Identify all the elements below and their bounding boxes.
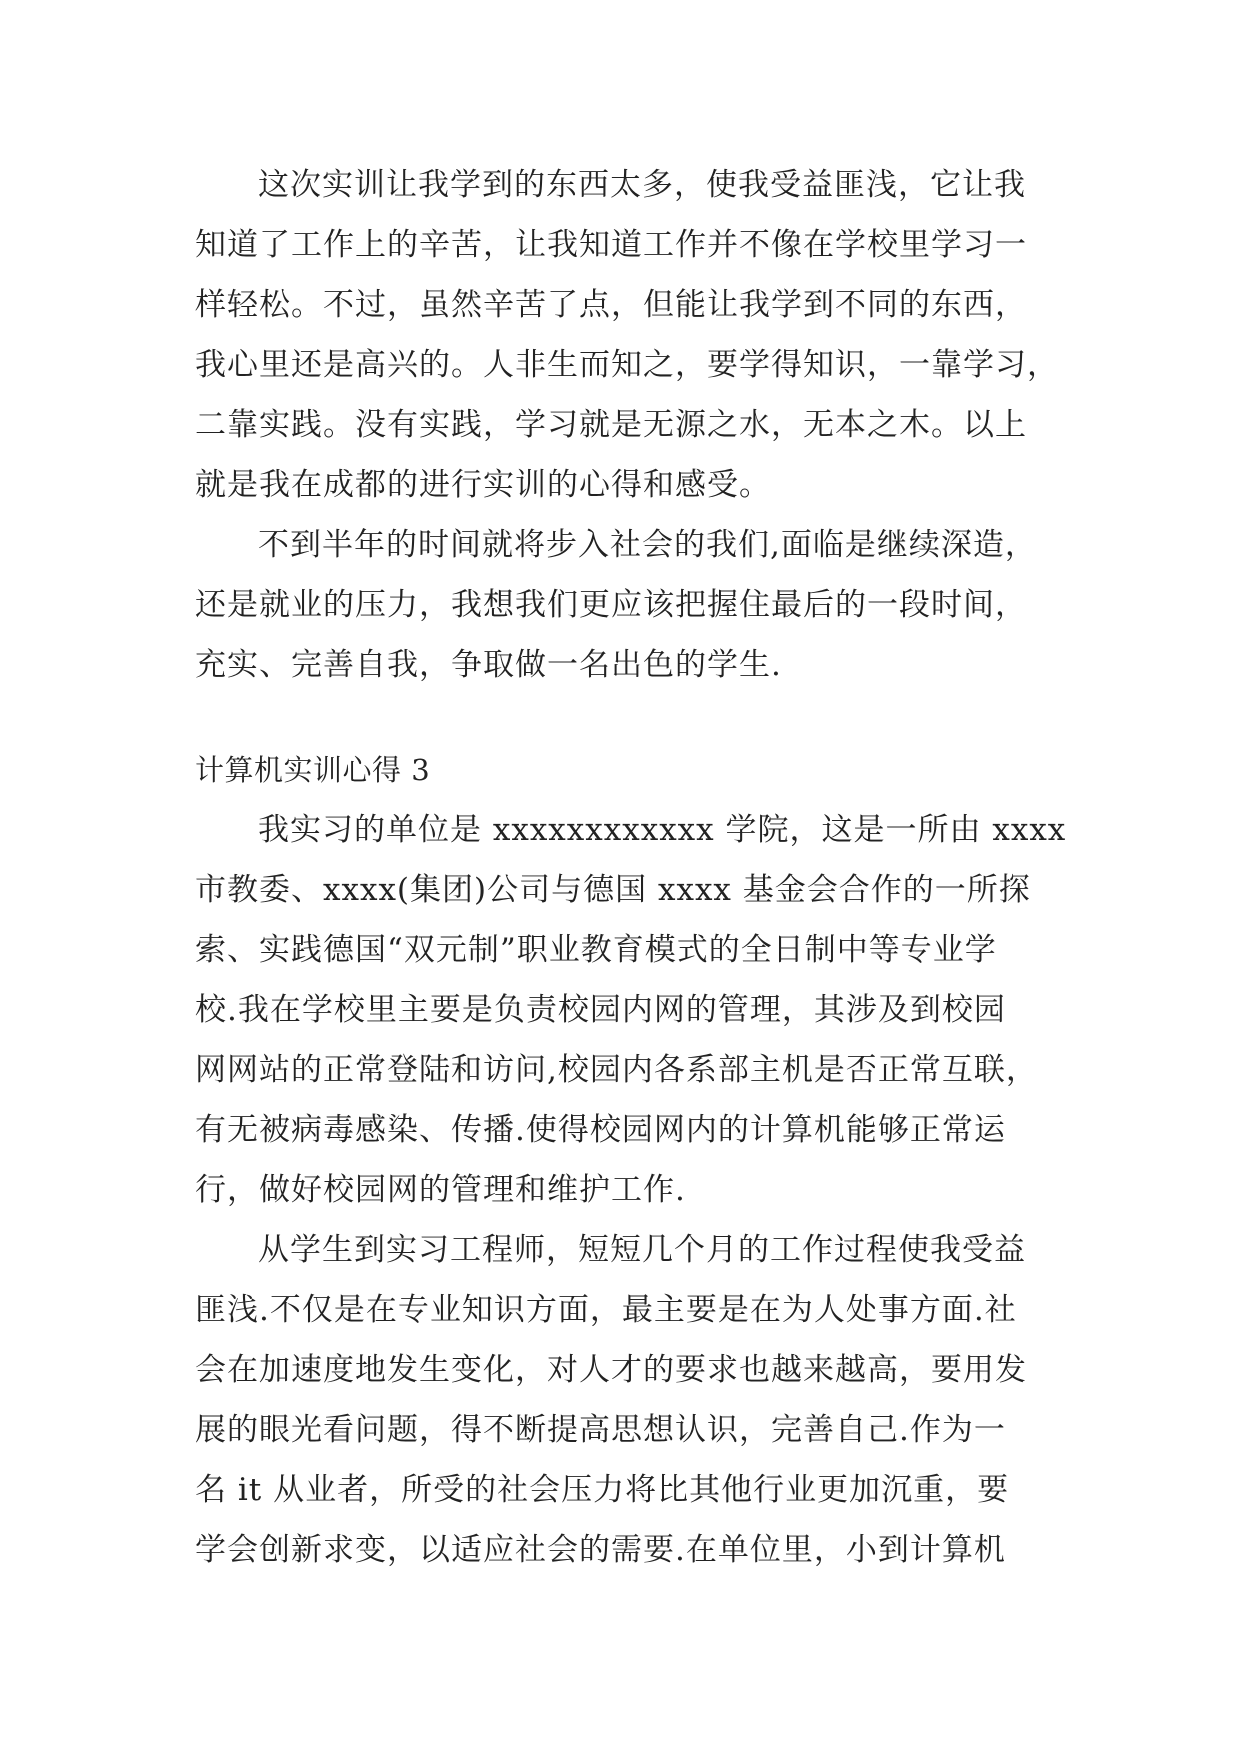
section-heading: 计算机实训心得 3 [195, 753, 431, 787]
paragraph-line: 展的眼光看问题，得不断提高思想认识，完善自己.作为一 [195, 1412, 1006, 1448]
paragraph-line: 我实习的单位是 xxxxxxxxxxxx 学院，这是一所由 xxxx [258, 812, 1067, 848]
paragraph-line: 名 it 从业者，所受的社会压力将比其他行业更加沉重，要 [195, 1472, 1010, 1508]
paragraph-line: 校.我在学校里主要是负责校园内网的管理，其涉及到校园 [195, 992, 1006, 1028]
paragraph-line: 行，做好校园网的管理和维护工作. [195, 1172, 686, 1208]
paragraph-line: 二靠实践。没有实践，学习就是无源之水，无本之木。以上 [195, 407, 1027, 443]
paragraph-line: 还是就业的压力，我想我们更应该把握住最后的一段时间， [195, 587, 1027, 623]
paragraph-line: 样轻松。不过，虽然辛苦了点，但能让我学到不同的东西， [195, 287, 1027, 323]
paragraph-line: 我心里还是高兴的。人非生而知之，要学得知识，一靠学习， [195, 347, 1059, 383]
paragraph-line: 索、实践德国“双元制”职业教育模式的全日制中等专业学 [195, 932, 997, 968]
paragraph-line: 有无被病毒感染、传播.使得校园网内的计算机能够正常运 [195, 1112, 1006, 1148]
paragraph-line: 这次实训让我学到的东西太多，使我受益匪浅，它让我 [258, 167, 1026, 203]
paragraph-line: 从学生到实习工程师，短短几个月的工作过程使我受益 [258, 1232, 1026, 1268]
paragraph-line: 就是我在成都的进行实训的心得和感受。 [195, 467, 771, 503]
paragraph-line: 不到半年的时间就将步入社会的我们,面临是继续深造， [258, 527, 1037, 563]
paragraph-line: 市教委、xxxx(集团)公司与德国 xxxx 基金会合作的一所探 [195, 872, 1031, 908]
paragraph-line: 学会创新求变，以适应社会的需要.在单位里，小到计算机 [195, 1532, 1006, 1568]
paragraph-line: 知道了工作上的辛苦，让我知道工作并不像在学校里学习一 [195, 227, 1027, 263]
paragraph-line: 网网站的正常登陆和访问,校园内各系部主机是否正常互联， [195, 1052, 1038, 1088]
paragraph-line: 匪浅.不仅是在专业知识方面，最主要是在为人处事方面.社 [195, 1292, 1017, 1328]
paragraph-line: 充实、完善自我，争取做一名出色的学生. [195, 647, 782, 683]
paragraph-line: 会在加速度地发生变化，对人才的要求也越来越高，要用发 [195, 1352, 1027, 1388]
